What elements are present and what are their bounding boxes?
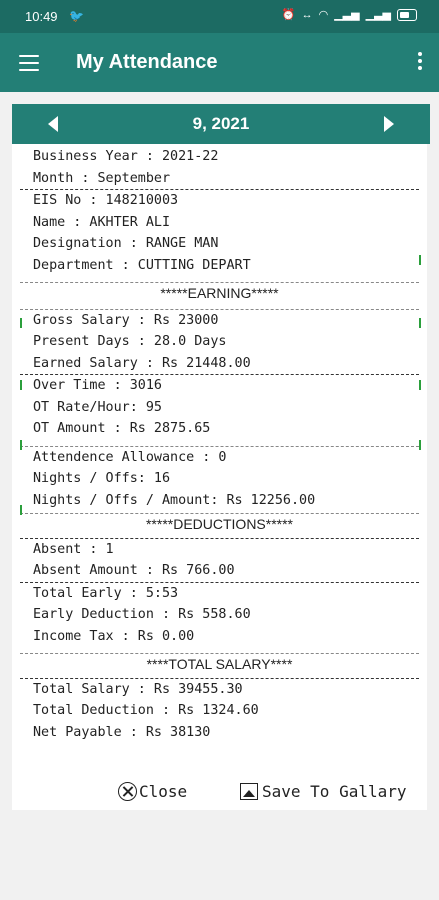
attendance-allowance: Attendence Allowance : 0	[20, 446, 419, 469]
net-payable: Net Payable : Rs 38130	[33, 724, 211, 740]
income-tax: Income Tax : Rs 0.00	[33, 628, 195, 644]
close-label: Close	[139, 782, 188, 801]
over-time: Over Time : 3016	[20, 374, 419, 397]
status-time: 10:49	[25, 9, 58, 24]
earned-salary: Earned Salary : Rs 21448.00	[33, 355, 251, 371]
earning-header: *****EARNING*****	[20, 282, 419, 305]
edge-mark	[20, 380, 22, 390]
edge-mark	[20, 505, 22, 515]
save-to-gallery-button[interactable]	[240, 782, 407, 801]
save-label: Save To Gallary	[262, 782, 407, 801]
battery-icon	[397, 9, 417, 21]
twitter-bird-icon: 🐦	[69, 9, 84, 23]
nights-offs-amount: Nights / Offs / Amount: Rs 12256.00	[33, 492, 316, 508]
designation: Designation : RANGE MAN	[33, 236, 219, 251]
image-icon	[240, 783, 258, 800]
eis-no: EIS No : 148210003	[20, 189, 419, 212]
edge-mark	[20, 440, 22, 450]
edge-mark	[419, 380, 421, 390]
edge-mark	[20, 318, 22, 328]
total-deduction: Total Deduction : Rs 1324.60	[33, 703, 259, 718]
ot-amount: OT Amount : Rs 2875.65	[33, 421, 211, 436]
period-selector	[12, 104, 430, 144]
salary-slip	[20, 146, 419, 743]
app-bar	[0, 33, 439, 92]
page-title: My Attendance	[76, 51, 218, 73]
hamburger-icon[interactable]	[19, 55, 39, 70]
more-vert-icon[interactable]	[417, 52, 423, 73]
signal-icon: ▁▃▅	[334, 9, 360, 21]
arrow-right-icon[interactable]	[384, 116, 394, 132]
business-year: Business Year : 2021-22	[33, 149, 219, 164]
slip-footer	[20, 776, 419, 812]
close-button[interactable]	[118, 782, 187, 801]
edge-mark	[419, 255, 421, 265]
absent: Absent : 1	[20, 538, 419, 561]
employee-name: Name : AKHTER ALI	[33, 214, 171, 230]
edge-mark	[419, 440, 421, 450]
total-salary: Total Salary : Rs 39455.30	[20, 678, 419, 701]
wifi-icon: ◠	[318, 9, 329, 21]
signal-icon: ▁▃▅	[365, 9, 391, 21]
department: Department : CUTTING DEPART	[33, 257, 251, 273]
absent-amount: Absent Amount : Rs 766.00	[33, 563, 235, 578]
nights-offs: Nights / Offs: 16	[33, 471, 171, 486]
link-icon: ↔	[301, 8, 313, 21]
edge-mark	[419, 318, 421, 328]
close-circle-icon	[118, 782, 137, 801]
alarm-icon: ⏰	[281, 9, 296, 21]
status-bar	[0, 0, 439, 33]
deductions-header: *****DEDUCTIONS*****	[20, 513, 419, 536]
month: Month : September	[33, 170, 171, 186]
ot-rate: OT Rate/Hour: 95	[33, 399, 162, 415]
total-salary-header: ****TOTAL SALARY****	[20, 653, 419, 676]
gross-salary: Gross Salary : Rs 23000	[20, 309, 419, 332]
early-deduction: Early Deduction : Rs 558.60	[33, 607, 251, 622]
present-days: Present Days : 28.0 Days	[33, 334, 227, 349]
period-label: 9, 2021	[192, 114, 250, 133]
total-early: Total Early : 5:53	[20, 582, 419, 605]
